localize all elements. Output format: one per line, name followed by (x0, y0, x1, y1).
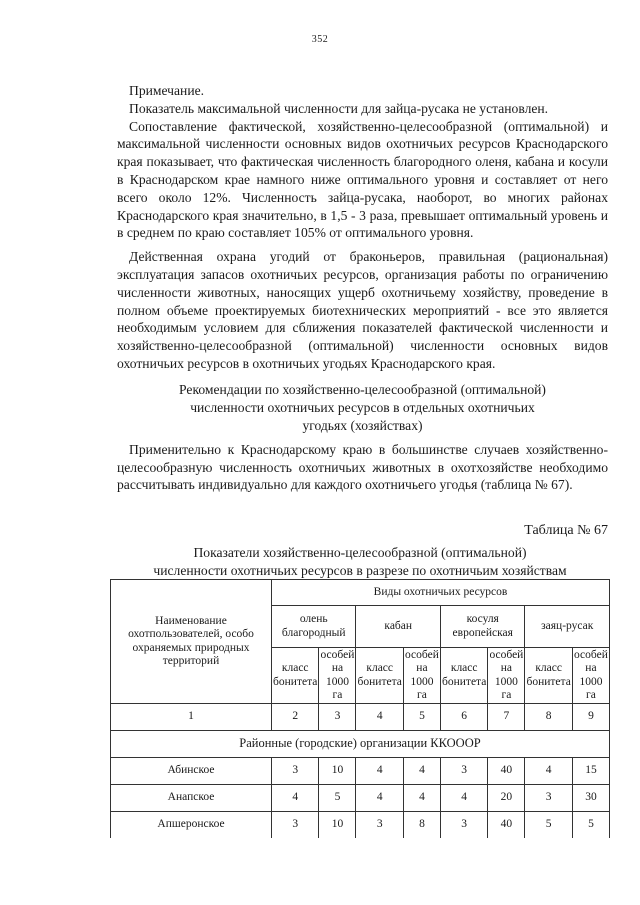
paragraph-1: Показатель максимальной численности для зайца-русака не установлен. (129, 100, 549, 116)
sub-header: особей на 1000 га (488, 648, 525, 704)
table-title (110, 544, 610, 580)
column-number: 3 (319, 704, 356, 731)
sub-header: класс бонитета (272, 648, 319, 704)
recommendation-text: Применительно к Краснодарскому краю в большинстве случаев хозяйственно-целесообразную численность охотничьих животных в охотхозяйстве необходимо рассчитывать индивидуально для каждого охотничьего угодья (таблица № 67). (117, 441, 608, 493)
table-title-line: численности охотничьих ресурсов в разрезе по охотничьим хозяйствам (153, 563, 567, 578)
column-number: 1 (111, 704, 272, 731)
table-cell: 5 (525, 812, 572, 839)
recommendation-heading (117, 381, 608, 435)
species-header: олень благородный (272, 606, 356, 648)
table-row (111, 812, 610, 839)
document-body (117, 82, 608, 494)
table-cell: 8 (403, 812, 440, 839)
column-number: 8 (525, 704, 572, 731)
table-cell: 3 (272, 812, 319, 839)
region-name: Анапское (111, 785, 272, 812)
table-cell: 3 (525, 785, 572, 812)
region-name: Абинское (111, 758, 272, 785)
table-cell: 10 (319, 812, 356, 839)
table-cell: 3 (440, 758, 487, 785)
section-title: Районные (городские) организации ККОООР (111, 731, 610, 758)
table-title-line: Показатели хозяйственно-целесообразной (оптимальной) (193, 545, 527, 560)
table-cell: 40 (488, 812, 525, 839)
column-number: 5 (403, 704, 440, 731)
species-header: косуля европейская (440, 606, 524, 648)
table-cell: 4 (403, 785, 440, 812)
recommendation-heading-line: угодьях (хозяйствах) (302, 417, 423, 433)
table-cell: 40 (488, 758, 525, 785)
page-number: 352 (311, 34, 329, 45)
optimal-population-table (110, 579, 610, 838)
paragraph-3: Действенная охрана угодий от браконьеров, правильная (рациональная) эксплуатация запасов охотничьих ресурсов, организация работы по ограничению численности животных, наносящих ущерб охотничьему хозяйству, проведение в полном объеме проектируемых биотехнических мероприятий - все это является необходимым условием для сближения показателей фактической численности и хозяйственно-целесообразной (оптимальной) численности основных видов охотничьих ресурсов в охотничьих угодьях Краснодарского края. (117, 249, 608, 371)
table-cell: 3 (356, 812, 403, 839)
paragraph-2: Сопоставление фактической, хозяйственно-целесообразной (оптимальной) и максимальной численности основных видов охотничьих ресурсов Краснодарского края показывает, что фактическая численность благородного оленя, кабана и косули в Краснодарском крае намного ниже оптимального уровня и составляет от него всего около 12%. Численность зайца-русака, наоборот, во многих районах Краснодарского края значительно, в 1,5 - 3 раза, превышает оптимальный уровень и в среднем по краю составляет 105% от оптимального уровня. (117, 118, 608, 241)
table-cell: 3 (272, 758, 319, 785)
table-cell: 4 (525, 758, 572, 785)
name-column-header: Наименование охотпользователей, особо охраняемых природных территорий (111, 580, 272, 704)
note-heading: Примечание. (129, 83, 205, 98)
table-cell: 5 (319, 785, 356, 812)
column-number: 2 (272, 704, 319, 731)
sub-header: класс бонитета (440, 648, 487, 704)
table-row (111, 785, 610, 812)
table-number: Таблица № 67 (524, 523, 608, 538)
table-cell: 30 (572, 785, 609, 812)
region-name: Апшеронское (111, 812, 272, 839)
sub-header: особей на 1000 га (319, 648, 356, 704)
table-row (111, 758, 610, 785)
table-cell: 15 (572, 758, 609, 785)
species-header: заяц-русак (525, 606, 610, 648)
table-cell: 4 (272, 785, 319, 812)
table-cell: 10 (319, 758, 356, 785)
table-cell: 5 (572, 812, 609, 839)
sub-header: особей на 1000 га (403, 648, 440, 704)
sub-header: особей на 1000 га (572, 648, 609, 704)
recommendation-heading-line: численности охотничьих ресурсов в отдельных охотничьих (190, 399, 535, 415)
column-number: 4 (356, 704, 403, 731)
table-cell: 3 (440, 812, 487, 839)
sub-header: класс бонитета (525, 648, 572, 704)
column-number: 6 (440, 704, 487, 731)
species-header: кабан (356, 606, 440, 648)
table-cell: 4 (356, 785, 403, 812)
column-number: 9 (572, 704, 609, 731)
table-cell: 4 (403, 758, 440, 785)
table-cell: 4 (356, 758, 403, 785)
species-group-header: Виды охотничьих ресурсов (272, 580, 610, 606)
sub-header: класс бонитета (356, 648, 403, 704)
table-cell: 4 (440, 785, 487, 812)
table-cell: 20 (488, 785, 525, 812)
recommendation-heading-line: Рекомендации по хозяйственно-целесообразной (оптимальной) (179, 381, 546, 397)
column-number: 7 (488, 704, 525, 731)
